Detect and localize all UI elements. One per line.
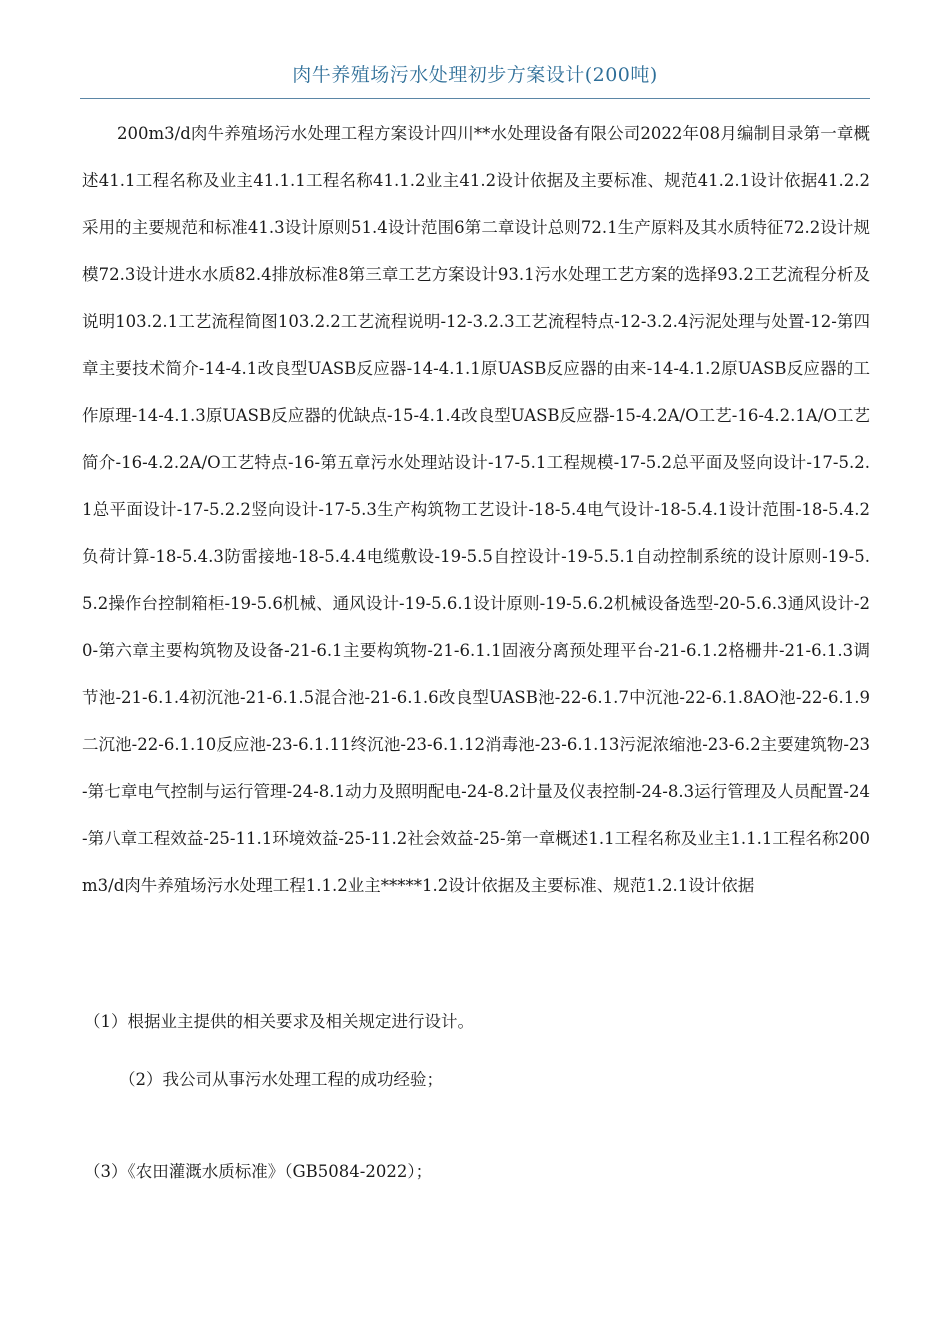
design-basis-item-2: （2）我公司从事污水处理工程的成功经验； [119,1070,443,1089]
table-of-contents-paragraph: 200m3/d肉牛养殖场污水处理工程方案设计四川**水处理设备有限公司2022年08月编制目录第一章概述41.1工程名称及业主41.1.1工程名称41.1.2业主41.2设计依据及主要标准、规范41.2.1设计依据41.2.2采用的主要规范和标准41.3设计原则51.4设计范围6第二章设计总则72.1生产原料及其水质特征72.2设计规模72.3设计进水水质82.4排放标准8第三章工艺方案设计93.1污水处理工艺方案的选择93.2工艺流程分析及说明103.2.1工艺流程简图103.2.2工艺流程说明-12-3.2.3工艺流程特点-12-3.2.4污泥处理与处置-12-第四章主要技术简介-14-4.1改良型UASB反应器-14-4.1.1原UASB反应器的由来-14-4.1.2原UASB反应器的工作原理-14-4.1.3原UASB反应器的优缺点-15-4.1.4改良型UASB反应器-15-4.2A/O工艺-16-4.2.1A/O工艺简介-16-4.2.2A/O工艺特点-16-第五章污水处理站设计-17-5.1工程规模-17-5.2总平面及竖向设计-17-5.2.1总平面设计-17-5.2.2竖向设计-17-5.3生产构筑物工艺设计-18-5.4电气设计-18-5.4.1设计范围-18-5.4.2负荷计算-18-5.4.3防雷接地-18-5.4.4电缆敷设-19-5.5自控设计-19-5.5.1自动控制系统的设计原则-19-5.5.2操作台控制箱柜-19-5.6机械、通风设计-19-5.6.1设计原则-19-5.6.2机械设备选型-20-5.6.3通风设计-20-第六章主要构筑物及设备-21-6.1主要构筑物-21-6.1.1固液分离预处理平台-21-6.1.2格栅井-21-6.1.3调节池-21-6.1.4初沉池-21-6.1.5混合池-21-6.1.6改良型UASB池-22-6.1.7中沉池-22-6.1.8AO池-22-6.1.9二沉池-22-6.1.10反应池-23-6.1.11终沉池-23-6.1.12消毒池-23-6.1.13污泥浓缩池-23-6.2主要建筑物-23-第七章电气控制与运行管理-24-8.1动力及照明配电-24-8.2计量及仪表控制-24-8.3运行管理及人员配置-24-第八章工程效益-25-11.1环境效益-25-11.2社会效益-25-第一章概述1.1工程名称及业主1.1.1工程名称200m3/d肉牛养殖场污水处理工程1.1.2业主*****1.2设计依据及主要标准、规范1.2.1设计依据 [82,124,870,895]
header-divider [80,98,870,99]
design-basis-item-1: （1）根据业主提供的相关要求及相关规定进行设计。 [84,1012,474,1031]
design-basis-item-3: （3）《农田灌溉水质标准》（GB5084-2022）； [84,1162,433,1181]
page-title: 肉牛养殖场污水处理初步方案设计(200吨) [292,64,658,86]
